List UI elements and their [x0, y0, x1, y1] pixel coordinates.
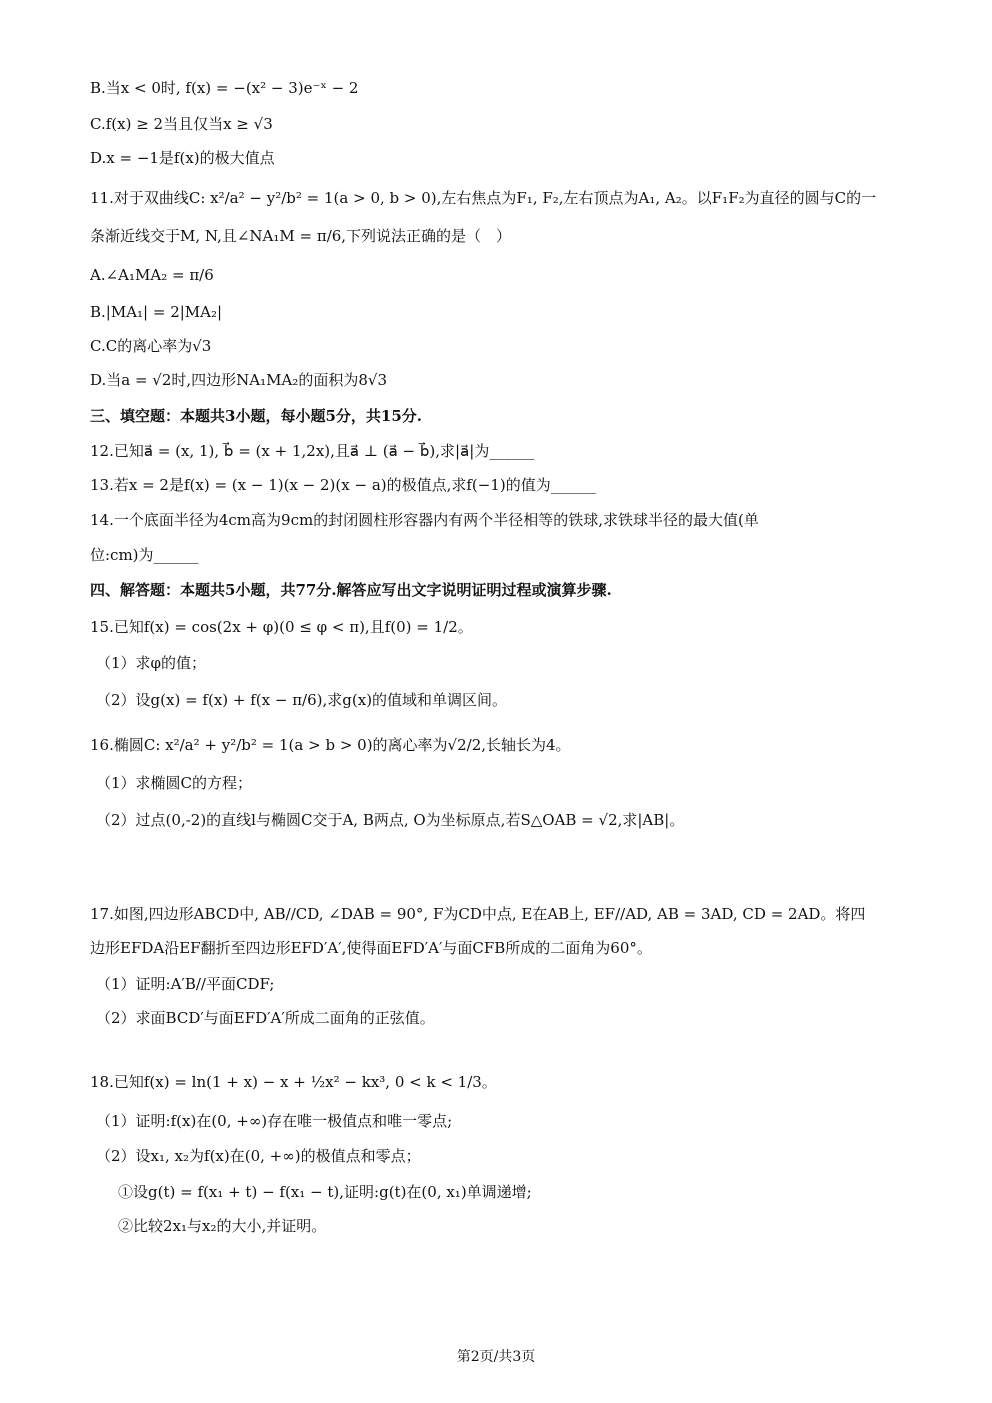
- q16-part1: （1）求椭圆C的方程；: [96, 774, 253, 792]
- q11-option-d: D.当a = √2时,四边形NA₁MA₂的面积为8√3: [90, 371, 387, 389]
- q10-option-b: B.当x < 0时, f(x) = −(x² − 3)e⁻ˣ − 2: [90, 79, 359, 97]
- q16-part2: （2）过点(0,-2)的直线l与椭圆C交于A, B两点, O为坐标原点,若S△OAB = √2,求|AB|。: [96, 811, 685, 829]
- q17-stem-line2: 边形EFDA沿EF翻折至四边形EFD′A′,使得面EFD′A′与面CFB所成的二面角为60°。: [90, 939, 652, 957]
- q18-stem: 18.已知f(x) = ln(1 + x) − x + ½x² − kx³, 0 < k < 1/3。: [90, 1073, 497, 1091]
- q15-part2: （2）设g(x) = f(x) + f(x − π/6),求g(x)的值域和单调区间。: [96, 691, 508, 709]
- section-3-heading: 三、填空题：本题共3小题，每小题5分，共15分.: [90, 407, 422, 425]
- q10-option-c: C.f(x) ≥ 2当且仅当x ≥ √3: [90, 115, 273, 133]
- q11-option-b: B.|MA₁| = 2|MA₂|: [90, 303, 223, 321]
- section-4-heading: 四、解答题：本题共5小题，共77分.解答应写出文字说明证明过程或演算步骤.: [90, 581, 612, 599]
- q11-stem-line1: 11.对于双曲线C: x²/a² − y²/b² = 1(a > 0, b > 0),左右焦点为F₁, F₂,左右顶点为A₁, A₂。以F₁F₂为直径的圆与C的一: [90, 189, 877, 207]
- q17-stem-line1: 17.如图,四边形ABCD中, AB//CD, ∠DAB = 90°, F为CD中点, E在AB上, EF//AD, AB = 3AD, CD = 2AD。将四: [90, 905, 866, 923]
- q14-line2: 位:cm)为______: [90, 546, 199, 564]
- q13: 13.若x = 2是f(x) = (x − 1)(x − 2)(x − a)的极值点,求f(−1)的值为______: [90, 476, 596, 494]
- q18-part2-sub2: ②比较2x₁与x₂的大小,并证明。: [118, 1217, 327, 1235]
- q11-option-c: C.C的离心率为√3: [90, 337, 212, 355]
- q15-stem: 15.已知f(x) = cos(2x + φ)(0 ≤ φ < π),且f(0) = 1/2。: [90, 618, 473, 636]
- page-footer: 第2页/共3页: [456, 1349, 536, 1365]
- q12: 12.已知a⃗ = (x, 1), b⃗ = (x + 1,2x),且a⃗ ⊥ (a⃗ − b⃗),求|a⃗|为______: [90, 442, 535, 460]
- q17-part1: （1）证明:A′B//平面CDF;: [96, 975, 275, 993]
- q16-stem: 16.椭圆C: x²/a² + y²/b² = 1(a > b > 0)的离心率为√2/2,长轴长为4。: [90, 736, 571, 754]
- q15-part1: （1）求φ的值；: [96, 654, 207, 672]
- q17-part2: （2）求面BCD′与面EFD′A′所成二面角的正弦值。: [96, 1009, 435, 1027]
- q18-part2: （2）设x₁, x₂为f(x)在(0, +∞)的极值点和零点；: [96, 1147, 421, 1165]
- q11-option-a: A.∠A₁MA₂ = π/6: [90, 266, 214, 284]
- q18-part2-sub1: ①设g(t) = f(x₁ + t) − f(x₁ − t),证明:g(t)在(0, x₁)单调递增;: [118, 1183, 532, 1201]
- q10-option-d: D.x = −1是f(x)的极大值点: [90, 149, 275, 167]
- q18-part1: （1）证明:f(x)在(0, +∞)存在唯一极值点和唯一零点;: [96, 1112, 453, 1130]
- q11-stem-line2: 条渐近线交于M, N,且∠NA₁M = π/6,下列说法正确的是（ ）: [90, 227, 512, 245]
- q14-line1: 14.一个底面半径为4cm高为9cm的封闭圆柱形容器内有两个半径相等的铁球,求铁球半径的最大值(单: [90, 511, 759, 529]
